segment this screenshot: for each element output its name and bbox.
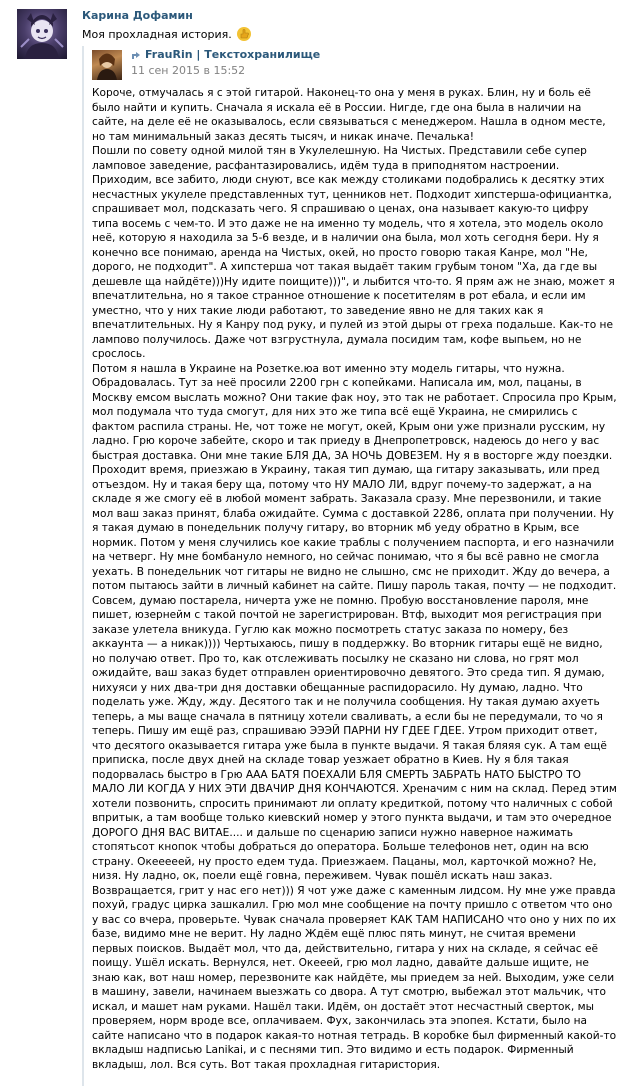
paragraph: Пошли по совету одной милой тян в Укулелешную. На Чистых. Представили себе супер ламповое заведение, расфантазировались, идём туда в приподнятом настроении. Приходим, все забито, люди снуют, все как между столиками подобрались к десятку этих несчастных укулеле представленных тут, ценников нет. Подходит хипстерша-официантка, спрашивает мол, подсказать чего. Я спрашиваю о ценах, она называет какую-то цифру типа восемь с чем-то. И это даже не на именно ту модель, что я хотела, это модель около неё, которую я находила за 5-6 везде, и в наличии она была, мол хоть сегодня бери. Ну я конечно все понимаю, аренда на Чистых, окей, но просто говорю такая Канре, мол "Не, дорого, не подходит". А хипстерша чот такая выдаёт таким грубым тоном "Ха, да где вы дешевле ща найдёте)))Ну идите поищите)))", и лыбится что-то. Я прям аж не знаю, может я впечатлительна, но я такое странное отношение к посетителям в рот ебала, и если им уместно, что у них такие люди работают, то заведение явно не для таких как я впечатлительных. Ну я Канру под руку, и пулей из этой дыры от греха подальше. Как-то не лампово получилось. Даже чот взгрустнула, думала посидим там, кофе выпьем, но не срослось. [92,145,615,360]
headline-text: Моя прохладная история. [82,27,232,41]
source-avatar[interactable] [92,50,122,80]
repost-divider [82,46,84,1086]
repost-body [92,86,617,1072]
post-headline [82,26,252,42]
paragraph: Потом я нашла в Украине на Розетке.юа вот именно эту модель гитары, что нужна. Обрадовалась. Тут за неё просили 2200 грн с копейками. Написала им, мол, пацаны, в Москву емсом выслать можно? Они такие фак ноу, это так не работает. Спросила про Крым, мол подумала что туда смогут, для них это же типа всё ещё Украина, не смирились с фактом распила страны. Не, чот тоже не могут, окей, Крым они уже признали русским, ну ладно. Грю короче забейте, скоро и так приеду в Днепропетровск, надеюсь до него у вас быстрая доставка. Они мне такие БЛЯ ДА, ЗА НОЧЬ ДОВЕЗЕМ. Ну я в восторге жду поездки. Проходит время, приезжаю в Украину, такая тип думаю, ща гитару заказывать, или пред отъездом. Ну и такая беру ща, потому что НУ МАЛО ЛИ, вдруг почему-то задержат, а на складе я же смогу её в любой момент забрать. Заказала сразу. Мне перезвонили, и такие мол ваш заказ принят, блаба ожидайте. Сумма с доставкой 2286, оплата при получении. Ну я такая думаю в понедельник получу гитару, во вторник мб уеду обратно в Крым, все нормик. Потом у меня случились кое какие траблы с получением паспорта, и его назначили на четверг. Ну мне бомбануло немного, но сейчас понимаю, что я бы всё равно не смогла уехать. В понедельник чот гитары не видно не слышно, смс не приходит. Жду до вечера, а потом пытаюсь зайти в личный кабинет на сайте. Пишу пароль такая, почту — не подходит. Совсем, думаю постарела, ничерта уже не помню. Пробую восстановление пароля, мне пишет, юзернейм с такой почтой не зарегистрирован. Втф, выходит моя регистрация при заказе улетела вникуда. Гуглю как можно посмотреть статус заказа по номеру, без аккаунта — а никак)))) Чертыхаюсь, пишу в поддержку. Во вторник гитары ещё не видно, но получаю ответ. Про то, как отслеживать посылку не сказано ни слова, но грят мол ожидайте, ваш заказ будет отправлен ориентировочно девятого. Это среда тип. Я думаю, нихуяси у них два-три дня доставки обещанные распидорасило. Ну думаю, ладно. Что поделать уже. Жду, жду. Десятого так и не получила сообщения. Ну такая думаю ахуеть теперь, а мы ваще сначала в пятницу хотели сваливать, а если бы не передумали, то чо я теперь. Пишу им ещё раз, спрашиваю ЭЭЭЙ ПАРНИ НУ ГДЕЕ ГДЕЕ. Утром приходит ответ, что десятого оказывается гитара уже была в пункте выдачи. Я такая бляяя сук. А там ещё приписка, после двух дней на складе товар уезжает обратно в Киев. Ну я бля такая подорвалась быстро в Грю ААА БАТЯ ПОЕХАЛИ БЛЯ СМЕРТЬ ЗАБРАТЬ НАТО БЫСТРО ТО МАЛО ЛИ КОГДА У НИХ ЭТИ ДВАЧИР ДНЯ КОНЧАЮТСЯ. Хреначим с ним на склад. Перед этим хотели позвонить, спросить принимают ли оплату кредиткой, потому что наличных с собой впритык, а там вообще только киевский номер у этого пункта выдачи, и там это очередное ДОРОГО ДНЯ ВАС ВИТАЕ.... и дальше по сценарию записи нужно наверное нажимать стопятьсот кнопок чтобы добраться до оператора. Больше телефонов нет, один на всю страну. Окееееей, ну просто едем туда. Приезжаем. Пацаны, мол, карточкой можно? Не, низя. Ну ладно, ок, поели ещё говна, переживем. Чувак пошёл искать наш заказ. Возвращается, грит у нас его нет))) Я чот уже даже с каменным лидсом. Ну мне уже правда похуй, градус цирка зашкалил. Грю мол мне сообщение на почту пришло с ответом что оно у вас со вчера, проверьте. Чувак сначала проверяет КАК ТАМ НАПИСАНО что оно у них по их базе, видимо мне не верит. Ну ладно Ждём ещё плюс пять минут, не считая времени первых поисков. Выдаёт мол, что да, действительно, гитара у них на складе, я сейчас её поищу. Ушёл искать. Вернулся, нет. Окееей, грю мол ладно, давайте дальше ищите, не знаю как, вот наш номер, перезвоните как найдёте, мы приедем за ней. Выходим, уже сели в машину, завели, начинаем выезжать со двора. А тут смотрю, выбежал этот мальчик, что искал, и машет нам руками. Нашёл таки. Идём, он достаёт этот несчастный сверток, мы проверяем, норм вроде все, оплачиваем. Фух, закончилась эта эпопея. Кстати, было на сайте написано что в подарок какая-то нотная тетрадь. В коробке был фирменный какой-то вкладыш надписью Lanikai, и с песнями тип. Это видимо и есть подарок. Фирменный вкладыш, лол. Вся суть. Вот такая прохладная гитаристория. [92,362,617,1071]
repost-source[interactable] [131,48,320,61]
repost-date[interactable]: 11 сен 2015 в 15:52 [131,64,246,77]
author-avatar[interactable] [17,9,67,59]
share-icon [131,50,141,60]
thumbs-up-emoji-icon [236,26,252,42]
source-name: FrauRin | Текстохранилище [145,48,321,61]
paragraph: Короче, отмучалась я с этой гитарой. Наконец-то она у меня в руках. Блин, ну и боль её было найти и купить. Сначала я искала её в России. Нигде, где она была в наличии на сайте, на деле её не оказывалось, если связываться с менеджером. Нашла в одном месте, но там минимальный заказ десять тысяч, и никак иначе. Печалька! [92,87,606,143]
author-name[interactable]: Карина Дофамин [82,9,193,22]
